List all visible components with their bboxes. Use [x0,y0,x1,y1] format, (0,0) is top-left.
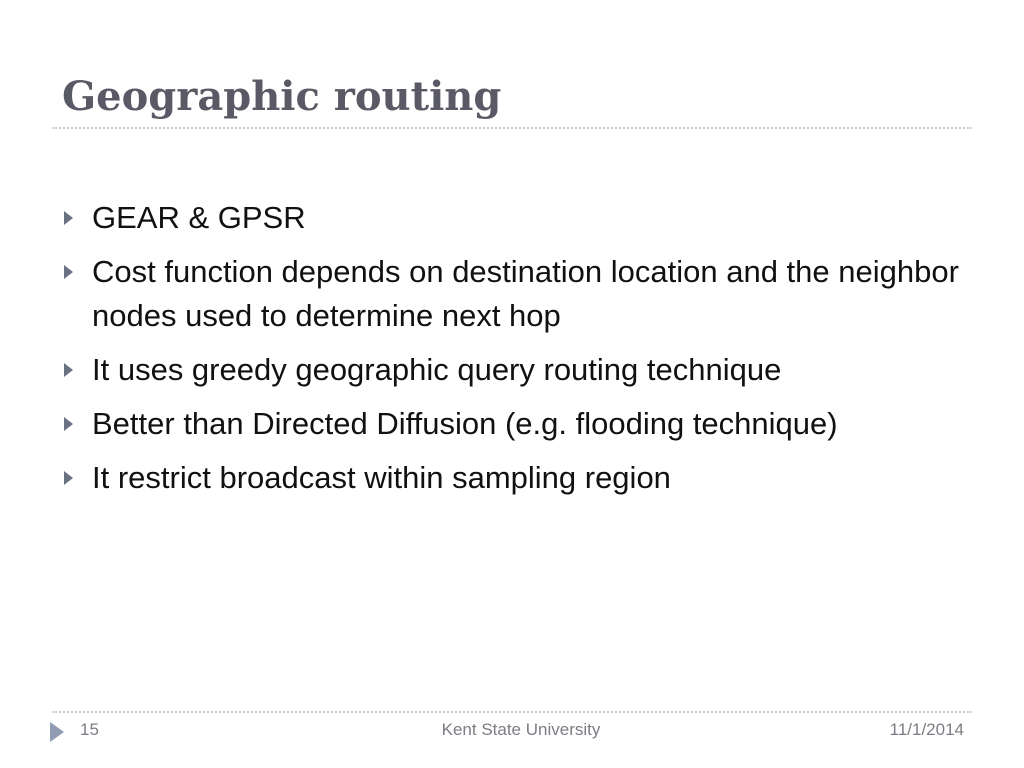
bullet-text: It restrict broadcast within sampling region [92,460,671,495]
bullet-item [62,348,962,392]
bullet-triangle-icon [64,363,73,377]
footer-divider [52,711,972,713]
bullet-item [62,250,962,338]
slide-number: 15 [80,720,99,739]
bullet-text: GEAR & GPSR [92,200,306,235]
bullet-list [62,196,962,510]
title-divider [52,127,972,129]
bullet-item [62,456,962,500]
bullet-triangle-icon [64,265,73,279]
bullet-triangle-icon [64,417,73,431]
footer-date: 11/1/2014 [889,720,964,739]
bullet-text: Better than Directed Diffusion (e.g. flooding technique) [92,406,838,441]
bullet-item [62,402,962,446]
slide-title: Geographic routing [62,73,502,120]
bullet-text: It uses greedy geographic query routing technique [92,352,782,387]
bullet-triangle-icon [64,471,73,485]
bullet-text: Cost function depends on destination location and the neighbor nodes used to determine next hop [92,254,959,333]
footer-institution: Kent State University [441,720,601,739]
bullet-triangle-icon [64,211,73,225]
bullet-item [62,196,962,240]
